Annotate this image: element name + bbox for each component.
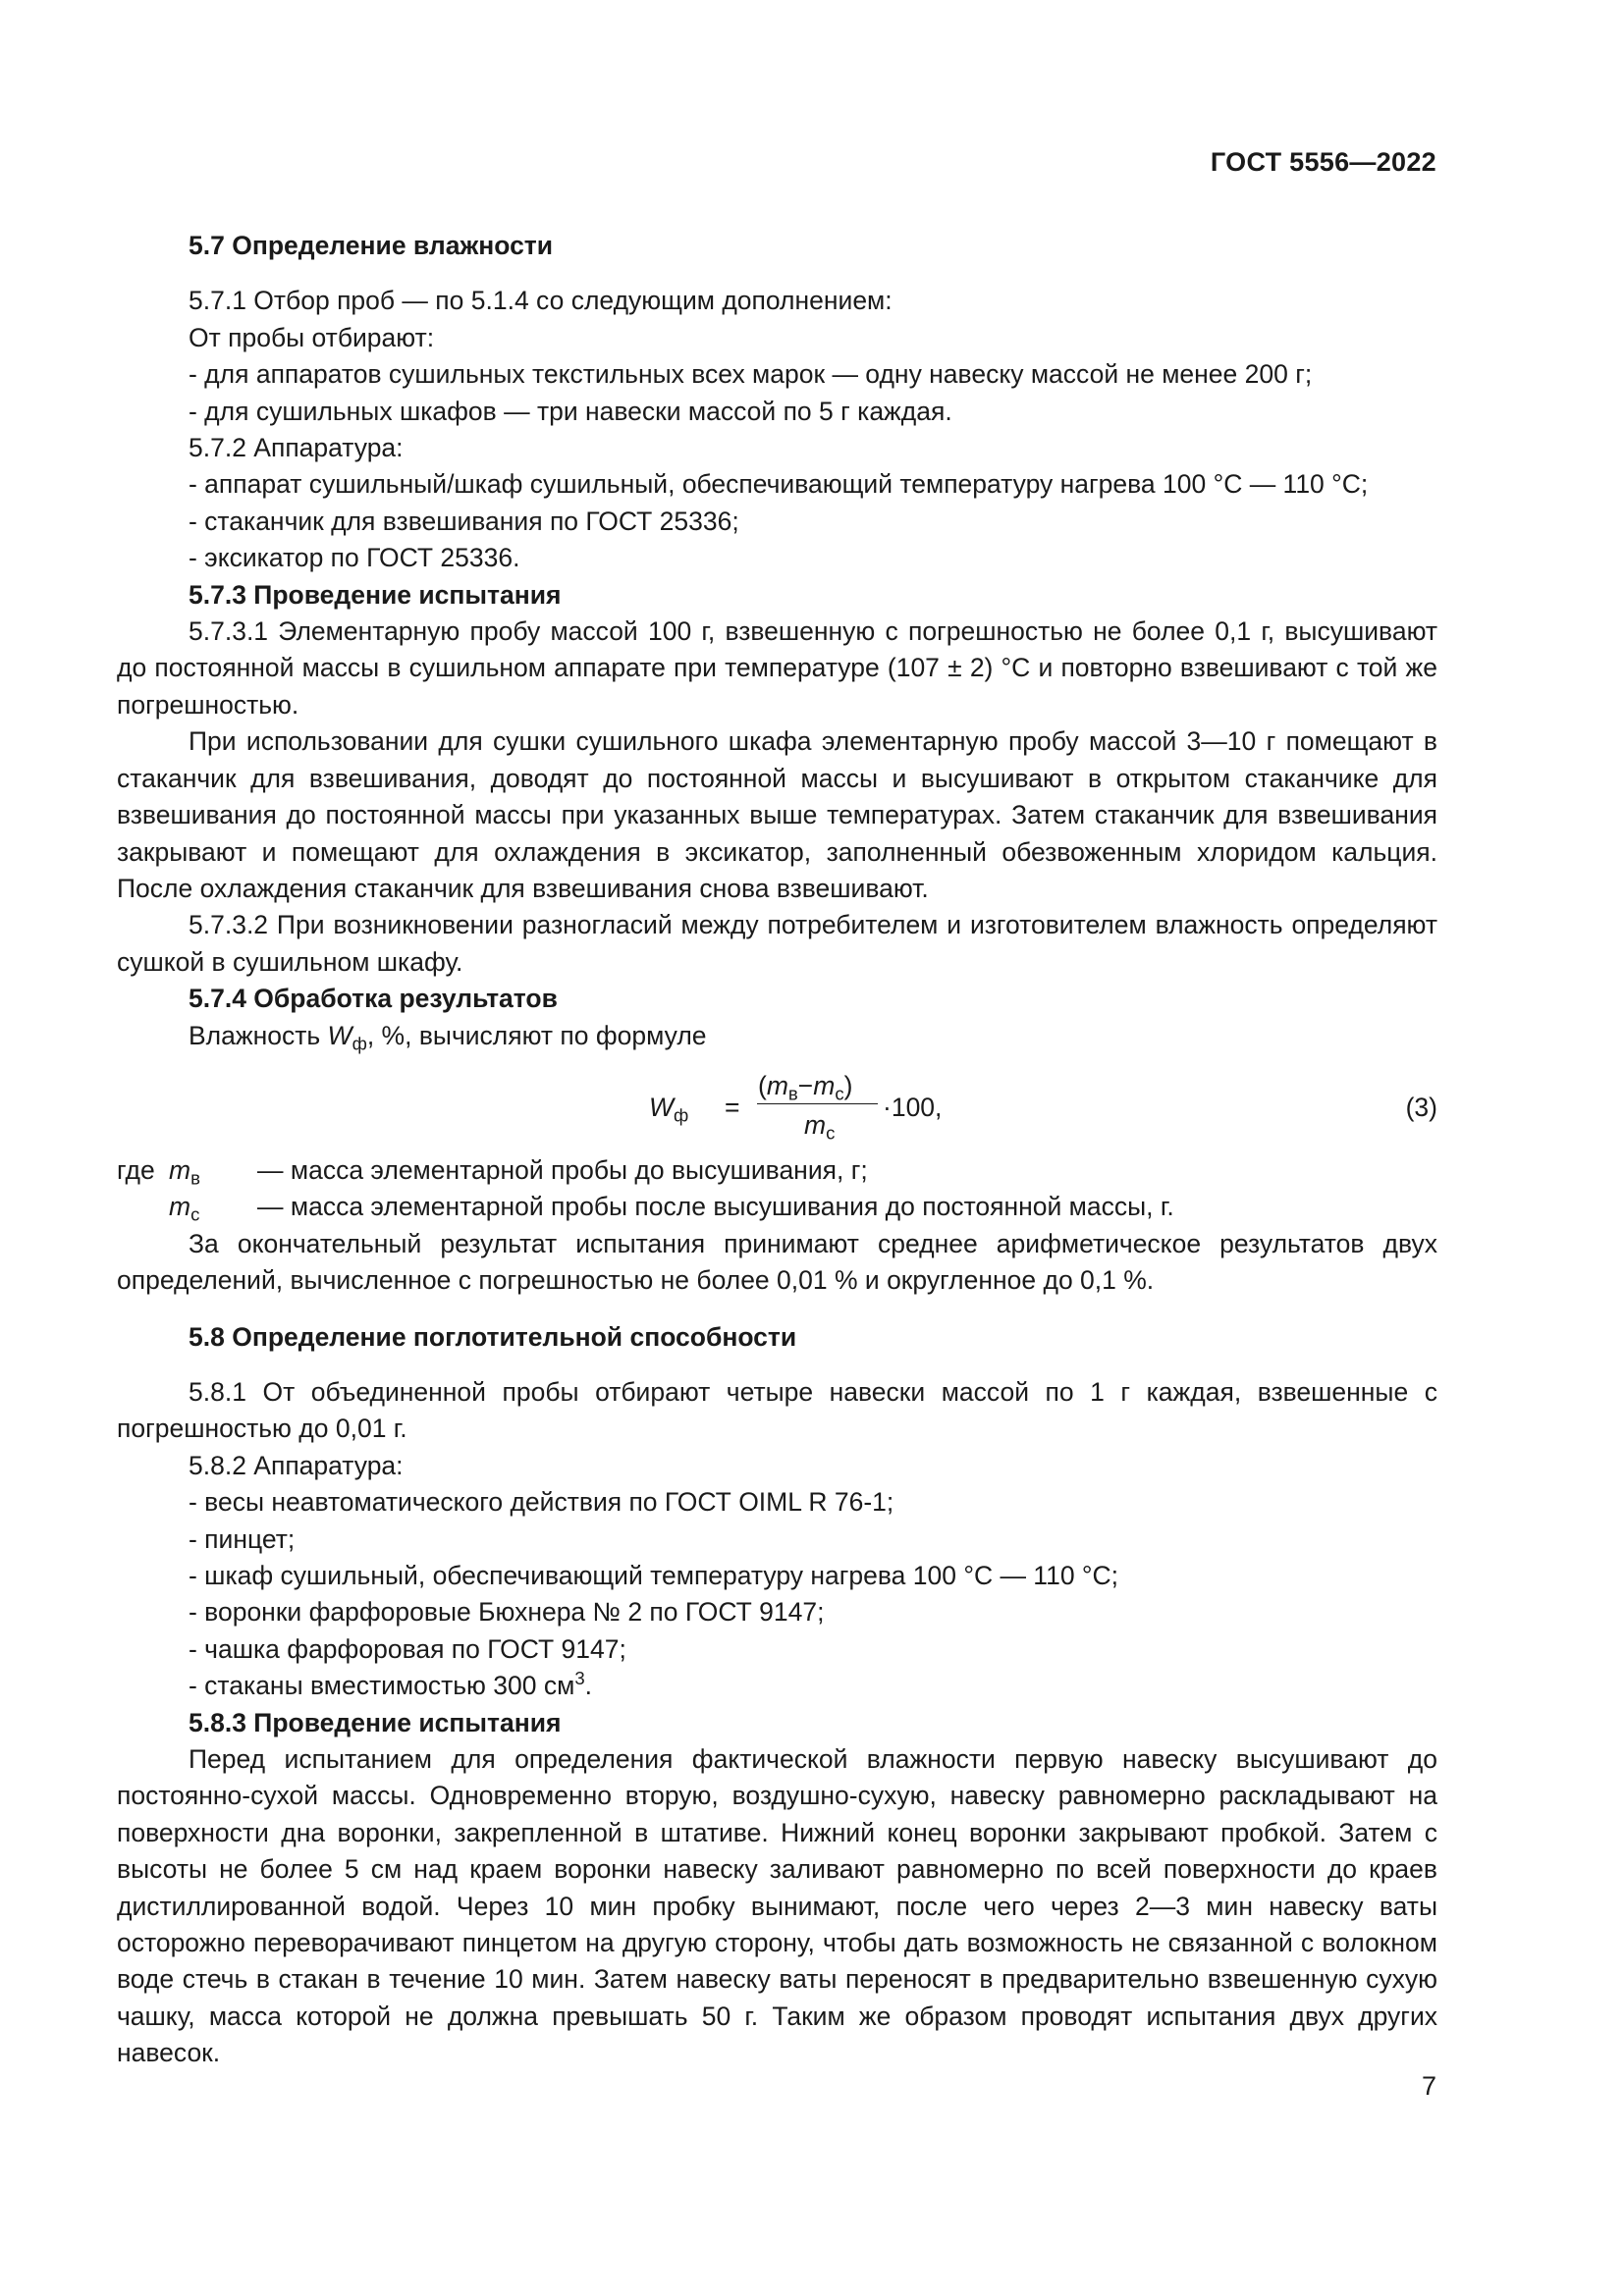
list-item: - аппарат сушильный/шкаф сушильный, обеспечивающий температуру нагрева 100 °С — 110 °С; [189, 469, 1369, 500]
list-item: - стаканы вместимостью 300 $см^3$. [189, 1668, 593, 1701]
list-intro: От пробы отбирают: [189, 322, 435, 352]
clause-5-7-1: 5.7.1 Отбор проб — по 5.1.4 со следующим дополнением: [189, 286, 893, 316]
list-item: - пинцет; [189, 1523, 296, 1554]
clause-5-7-3-heading: 5.7.3 Проведение испытания [189, 579, 562, 610]
paragraph-drying-cabinet: При использовании для сушки сушильного шкафа элементарную пробу массой 3—10 г помещают в стаканчик для взвешивания, доводят до постоянной массы и высушивают в открытом стаканчике для взвешивания до постоянной массы при указанных выше температурах. Затем стаканчик для взвешивания закрывают и помещают для охлаждения в эксикатор, заполненный обезвоженным хлоридом кальция. После охлаждения стаканчик для взвешивания снова взвешивают. [117, 726, 1437, 903]
clause-5-7-3-2: 5.7.3.2 При возникновении разногласий между потребителем и изготовителем влажность определяют сушкой в сушильном шкафу. [117, 910, 1437, 977]
symbol-m-v: $m_в$ [169, 1154, 200, 1189]
formula-number: (3) [1405, 1092, 1437, 1122]
list-item: - шкаф сушильный, обеспечивающий температуру нагрева 100 °С — 110 °С; [189, 1560, 1119, 1590]
page-number: 7 [1421, 2071, 1436, 2101]
section-5-7-heading: 5.7 Определение влажности [189, 231, 554, 260]
clause-5-7-4-heading: 5.7.4 Обработка результатов [189, 984, 558, 1014]
formula-intro: Влажность $W_ф$, %, вычисляют по формуле [189, 1020, 707, 1054]
where-definition-2: $m_с$ — масса элементарной пробы после высушивания до постоянной массы, г. [117, 1189, 1437, 1225]
formula-numerator: $(m_в-m_с)$ [758, 1070, 853, 1104]
formula-multiplier: ·100, [883, 1092, 943, 1122]
symbol-m-s: $m_с$ [169, 1192, 200, 1225]
fraction-bar [757, 1103, 878, 1104]
formula-lhs: $W_ф$ [649, 1092, 689, 1126]
list-item: - для сушильных шкафов — три навески массой по 5 г каждая. [189, 396, 952, 426]
clause-5-7-2: 5.7.2 Аппаратура: [189, 433, 404, 463]
list-item: - стаканчик для взвешивания по ГОСТ 25336; [189, 506, 739, 536]
page-body [117, 228, 1437, 2072]
formula-equals: = [725, 1092, 740, 1122]
where-definition-1: где $m_в$ — масса элементарной пробы до высушивания, г; [117, 1152, 1437, 1189]
clause-5-8-3-body: Перед испытанием для определения фактической влажности первую навеску высушивают до постоянно-сухой массы. Одновременно вторую, воздушно-сухую, навеску равномерно раскладывают на поверхности дна воронки, закрепленной в штативе. Нижний конец воронки закрывают пробкой. Затем с высоты не более 5 см над краем воронки навеску заливают равномерно по всей поверхности до краев дистиллированной водой. Через 10 мин пробку вынимают, после чего через 2—3 мин навеску ваты осторожно переворачивают пинцетом на другую сторону, чтобы дать возможность не связанной с волокном воде стечь в стакан в течение 10 мин. Затем навеску ваты переносят в предварительно взвешенную сухую чашку, масса которой не должна превышать 50 г. Таким же образом проводят испытания двух других навесок. [117, 1744, 1437, 2068]
paragraph-final-result: За окончательный результат испытания принимают среднее арифметическое результатов двух определений, вычисленное с погрешностью не более 0,01 % и округленное до 0,1 %. [117, 1228, 1437, 1296]
list-item: - чашка фарфоровая по ГОСТ 9147; [189, 1633, 626, 1664]
list-item: - эксикатор по ГОСТ 25336. [189, 543, 520, 573]
formula-denominator: $m_с$ [804, 1109, 836, 1144]
list-item: - весы неавтоматического действия по ГОСТ OIML R 76-1; [189, 1487, 894, 1518]
list-item: - для аппаратов сушильных текстильных всех марок — одну навеску массой не менее 200 г; [189, 359, 1313, 390]
list-item: - воронки фарфоровые Бюхнера № 2 по ГОСТ 9147; [189, 1597, 825, 1628]
clause-5-8-3-heading: 5.8.3 Проведение испытания [189, 1707, 562, 1737]
clause-5-7-3-1: 5.7.3.1 Элементарную пробу массой 100 г, взвешенную с погрешностью не более 0,1 г, высушивают до постоянной массы в сушильном аппарате при температуре (107 ± 2) °С и повторно взвешивают с той же погрешностью. [117, 616, 1437, 720]
standard-code: ГОСТ 5556—2022 [1210, 147, 1436, 177]
formula-3 [117, 1054, 1437, 1152]
section-5-8-heading: 5.8 Определение поглотительной способности [189, 1321, 797, 1352]
clause-5-8-2: 5.8.2 Аппаратура: [189, 1450, 404, 1480]
clause-5-8-1: 5.8.1 От объединенной пробы отбирают четыре навески массой по 1 г каждая, взвешенные с погрешностью до 0,01 г. [117, 1376, 1437, 1444]
